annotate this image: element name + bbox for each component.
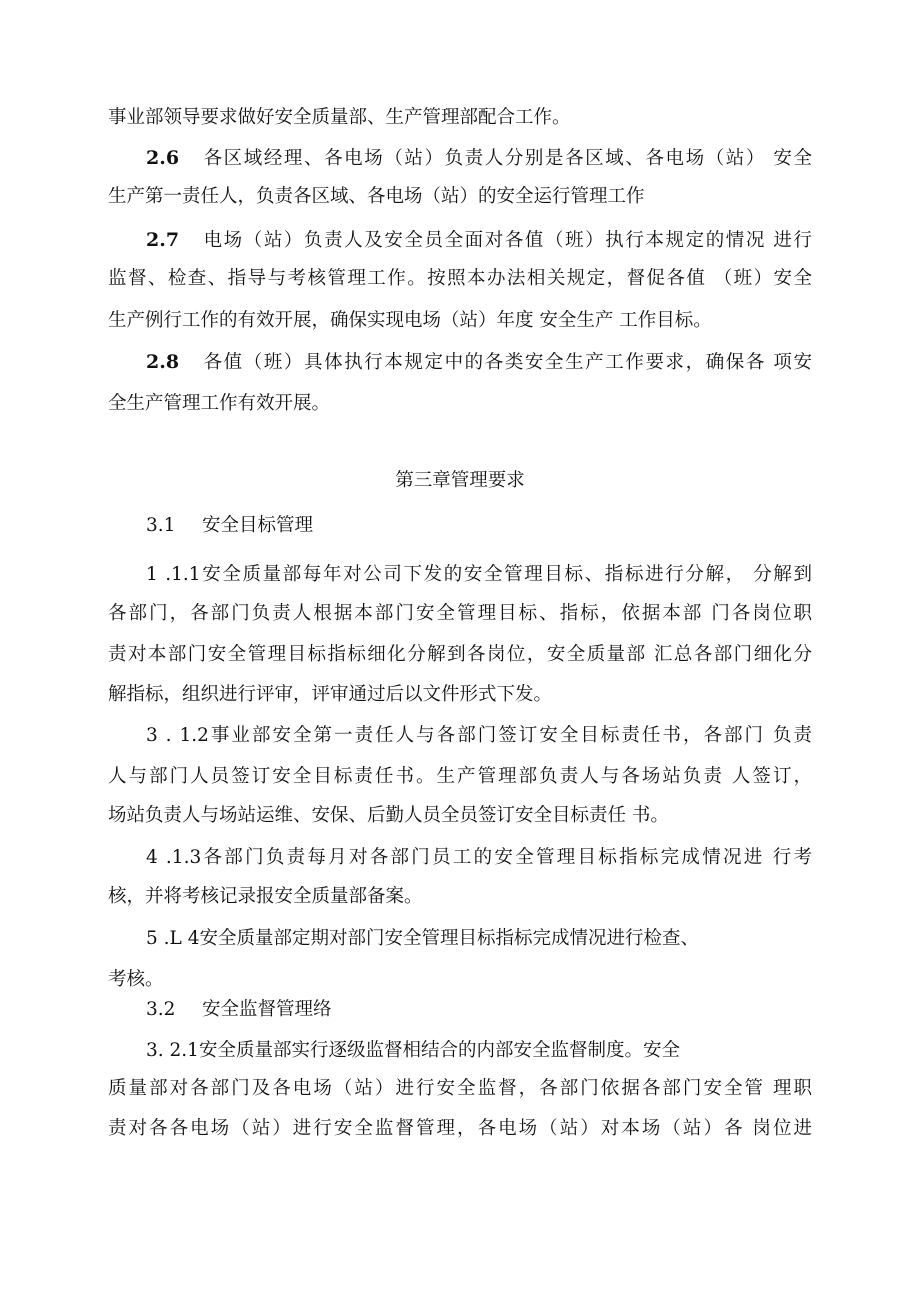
text-line-1: 事业部领导要求做好安全质量部、生产管理部配合工作。 <box>108 107 571 128</box>
section-2-8-line-1 <box>108 350 812 375</box>
para-2-1-line-2: 质量部对各部门及各电场（站）进行安全监督，各部门依据各部门安全管 理职 <box>108 1078 812 1099</box>
section-number-3-1: 3.1 <box>146 515 176 536</box>
para-1-2-line-1: 3 . 1.2事业部安全第一责任人与各部门签订安全目标责任书，各部门 负责 <box>146 725 812 746</box>
para-1-4-line-1: 5 .L 4安全质量部定期对部门安全管理目标指标完成情况进行检查、 <box>146 928 699 949</box>
section-3-2-title: 安全监督管理络 <box>202 999 332 1020</box>
para-1-1-1-line-3: 责对本部门安全管理目标指标细化分解到各岗位，安全质量部 汇总各部门细化分 <box>108 644 812 665</box>
section-number-2-7: 2.7 <box>146 229 180 251</box>
section-2-8-line-2: 全生产管理工作有效开展。 <box>108 393 331 414</box>
section-2-6-line-1 <box>108 146 812 171</box>
para-2-1-line-3: 责对各各电场（站）进行安全监督管理，各电场（站）对本场（站）各 岗位进 <box>108 1118 812 1139</box>
section-number-2-6: 2.6 <box>146 147 180 169</box>
para-1-1-1-line-4: 解指标，组织进行评审，评审通过后以文件形式下发。 <box>108 684 553 705</box>
section-2-6-line-2: 生产第一责任人，负责各区域、各电场（站）的安全运行管理工作 <box>108 186 645 207</box>
para-2-1-line-1: 3. 2.1安全质量部实行逐级监督相结合的内部安全监督制度。安全 <box>146 1040 680 1061</box>
para-1-2-line-2: 人与部门人员签订安全目标责任书。生产管理部负责人与各场站负责 人签订， <box>108 766 812 787</box>
section-number-3-2: 3.2 <box>146 999 176 1020</box>
para-1-3-line-1: 4 .1.3各部门负责每月对各部门员工的安全管理目标指标完成情况进 行考 <box>146 847 812 868</box>
section-2-7-line-1 <box>108 228 812 253</box>
para-1-4-line-2: 考核。 <box>108 969 164 990</box>
section-3-1-title: 安全目标管理 <box>202 515 314 536</box>
section-2-6-text-a: 各区域经理、各电场（站）负责人分别是各区域、各电场（站） 安全 <box>202 148 812 169</box>
section-3-2-heading <box>108 998 812 1022</box>
para-1-1-1-line-2: 各部门，各部门负责人根据本部门安全管理目标、指标，依据本部 门各岗位职 <box>108 603 812 624</box>
section-number-2-8: 2.8 <box>146 351 180 373</box>
section-2-7-line-3: 生产例行工作的有效开展，确保实现电场（站）年度 安全生产 工作目标。 <box>108 310 712 331</box>
section-2-7-line-2: 监督、检查、指导与考核管理工作。按照本办法相关规定，督促各值 （班）安全 <box>108 268 812 289</box>
para-1-1-1-line-1: 1 .1.1安全质量部每年对公司下发的安全管理目标、指标进行分解， 分解到 <box>146 564 812 585</box>
para-1-3-line-2: 核，并将考核记录报安全质量部备案。 <box>108 886 423 907</box>
para-1-2-line-3: 场站负责人与场站运维、安保、后勤人员全员签订安全目标责任 书。 <box>108 805 669 826</box>
section-2-8-text-a: 各值（班）具体执行本规定中的各类安全生产工作要求，确保各 项安 <box>202 352 812 373</box>
section-2-7-text-a: 电场（站）负责人及安全员全面对各值（班）执行本规定的情况 进行 <box>202 230 812 251</box>
chapter-title: 第三章管理要求 <box>395 470 525 491</box>
section-3-1-heading <box>108 514 812 538</box>
